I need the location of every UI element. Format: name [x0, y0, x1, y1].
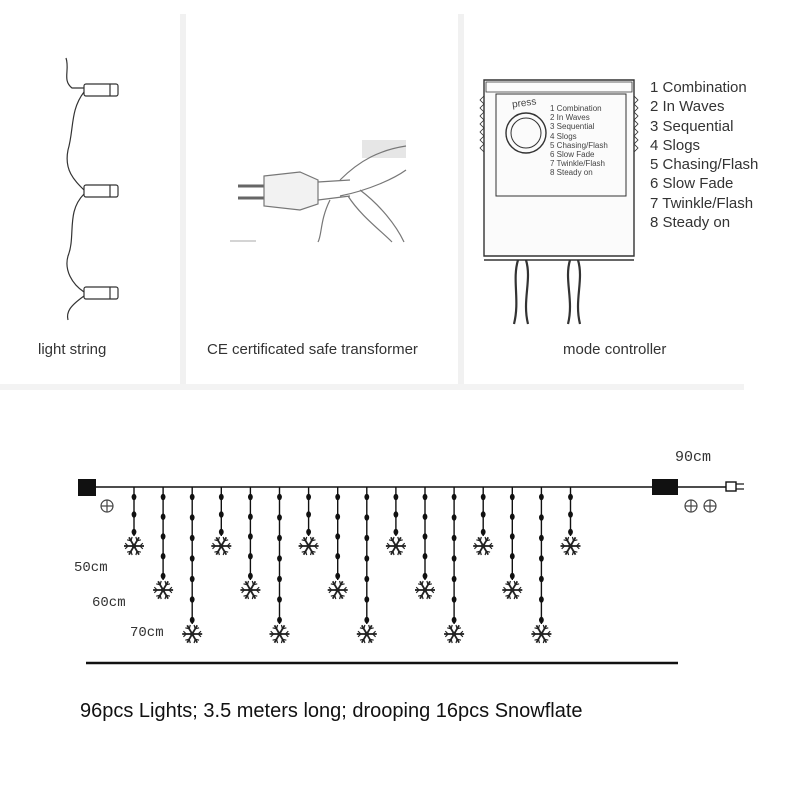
mode-item: 4 Slogs — [650, 136, 701, 154]
snowflake-barb — [252, 581, 253, 585]
mode-item: 5 Chasing/Flash — [550, 140, 608, 150]
snowflake-barb — [277, 639, 278, 643]
bulb — [539, 617, 544, 623]
bulb — [510, 553, 515, 559]
snowflake-barb — [509, 581, 510, 585]
bulb — [423, 533, 428, 539]
mode-item: 5 Chasing/Flash — [650, 156, 759, 174]
plug-connector — [726, 482, 736, 491]
bulb — [161, 514, 166, 520]
bulb — [394, 529, 399, 535]
bulb — [219, 494, 224, 500]
bulb — [248, 533, 253, 539]
snowflake-icon — [306, 544, 310, 548]
bulb — [568, 494, 573, 500]
snowflake-barb — [543, 639, 544, 643]
snowflake-barb — [160, 581, 161, 585]
snowflake-barb — [456, 625, 457, 629]
bulb — [335, 494, 340, 500]
drop-length-label-70: 70cm — [130, 625, 164, 641]
snowflake-icon — [248, 588, 252, 592]
bulb — [423, 553, 428, 559]
bulb — [452, 494, 457, 500]
bulb — [481, 529, 486, 535]
snowflake-barb — [393, 537, 394, 541]
snowflake-icon — [219, 544, 223, 548]
snowflake-barb — [568, 551, 569, 555]
product-summary: 96pcs Lights; 3.5 meters long; drooping 16pcs Snowflate — [80, 700, 583, 722]
bulb — [364, 555, 369, 561]
bulb — [248, 553, 253, 559]
bulb — [277, 596, 282, 602]
snowflake-barb — [538, 625, 539, 629]
press-label: press — [511, 96, 538, 111]
bulb — [568, 529, 573, 535]
controller-caption: mode controller — [563, 341, 667, 358]
mode-item: 4 Slogs — [550, 131, 577, 141]
drop-length-label-60: 60cm — [92, 595, 126, 611]
bulb — [364, 535, 369, 541]
bulb — [248, 573, 253, 579]
bulb — [277, 535, 282, 541]
mode-item: 8 Steady on — [550, 168, 593, 178]
snowflake-icon — [481, 544, 485, 548]
bulb — [364, 596, 369, 602]
bulb — [219, 529, 224, 535]
snowflake-barb — [281, 625, 282, 629]
snowflake-barb — [514, 595, 515, 599]
snowflake-barb — [306, 537, 307, 541]
bulb — [190, 596, 195, 602]
bulb — [452, 535, 457, 541]
snowflake-barb — [422, 595, 423, 599]
bulb — [306, 511, 311, 517]
bulb — [481, 511, 486, 517]
bulb — [364, 576, 369, 582]
mode-item: 6 Slow Fade — [650, 175, 734, 193]
bulb — [248, 494, 253, 500]
snowflake-barb — [340, 595, 341, 599]
bulb — [452, 596, 457, 602]
snowflake-barb — [538, 639, 539, 643]
bulb — [539, 576, 544, 582]
bulb — [481, 494, 486, 500]
snowflake-icon — [423, 588, 427, 592]
snowflake-barb — [136, 551, 137, 555]
snowflake-barb — [223, 551, 224, 555]
snowflake-barb — [398, 551, 399, 555]
mode-item: 1 Combination — [550, 104, 602, 113]
bulb — [132, 529, 137, 535]
mode-item: 7 Twinkle/Flash — [550, 159, 605, 169]
snowflake-barb — [194, 625, 195, 629]
mode-item: 1 Combination — [650, 79, 747, 96]
bulb — [161, 494, 166, 500]
snowflake-icon — [568, 544, 572, 548]
light-string-caption: light string — [38, 341, 107, 358]
snowflake-icon — [539, 632, 543, 636]
snowflake-barb — [485, 537, 486, 541]
bulb — [306, 529, 311, 535]
bulb — [335, 533, 340, 539]
bulb — [568, 511, 573, 517]
snowflake-barb — [252, 595, 253, 599]
bulb — [248, 514, 253, 520]
snowflake-barb — [277, 625, 278, 629]
bulb — [335, 573, 340, 579]
snowflake-icon — [510, 588, 514, 592]
snowflake-barb — [485, 551, 486, 555]
bulb — [539, 514, 544, 520]
drop-length-label-50: 50cm — [74, 560, 108, 576]
controller-box — [652, 479, 678, 495]
bulb — [219, 511, 224, 517]
bulb — [277, 514, 282, 520]
snowflake-barb — [398, 537, 399, 541]
bulb — [277, 617, 282, 623]
snowflake-barb — [335, 581, 336, 585]
snowflake-icon — [161, 588, 165, 592]
bulb — [190, 494, 195, 500]
bulb — [277, 576, 282, 582]
bulb — [132, 494, 137, 500]
mode-item: 8 Steady on — [650, 214, 731, 232]
snowflake-barb — [306, 551, 307, 555]
bulb — [190, 535, 195, 541]
snowflake-barb — [189, 639, 190, 643]
snowflake-icon — [336, 588, 340, 592]
snowflake-icon — [190, 632, 194, 636]
bulb — [190, 555, 195, 561]
bulb — [423, 494, 428, 500]
snowflake-barb — [393, 551, 394, 555]
snowflake-barb — [218, 537, 219, 541]
snowflake-barb — [572, 551, 573, 555]
snowflake-barb — [364, 639, 365, 643]
snowflake-barb — [514, 581, 515, 585]
controller-mode-list — [650, 78, 759, 232]
bulb — [161, 533, 166, 539]
snowflake-icon — [132, 544, 136, 548]
end-cap — [78, 479, 96, 496]
bulb — [539, 555, 544, 561]
snowflake-barb — [451, 625, 452, 629]
bulb — [452, 555, 457, 561]
bulb — [423, 573, 428, 579]
bulb — [132, 511, 137, 517]
snowflake-barb — [194, 639, 195, 643]
transformer-caption: CE certificated safe transformer — [207, 341, 418, 358]
bulb — [452, 514, 457, 520]
controller-mode-list-small — [550, 104, 608, 178]
snowflake-barb — [543, 625, 544, 629]
icicle-diagram — [78, 479, 744, 663]
snowflake-icon — [394, 544, 398, 548]
mode-item: 6 Slow Fade — [550, 150, 595, 160]
snowflake-barb — [247, 581, 248, 585]
bulb — [510, 514, 515, 520]
bulb — [364, 514, 369, 520]
bulb — [161, 553, 166, 559]
bulb — [452, 576, 457, 582]
snowflake-barb — [427, 581, 428, 585]
bulb — [190, 617, 195, 623]
snowflake-icon — [277, 632, 281, 636]
snowflake-barb — [480, 551, 481, 555]
snowflake-barb — [165, 581, 166, 585]
bulb — [539, 494, 544, 500]
snowflake-barb — [335, 595, 336, 599]
snowflake-barb — [311, 537, 312, 541]
snowflake-barb — [223, 537, 224, 541]
snowflake-icon — [452, 632, 456, 636]
snowflake-barb — [311, 551, 312, 555]
mode-item: 7 Twinkle/Flash — [650, 194, 754, 212]
bulb — [423, 514, 428, 520]
bulb — [364, 494, 369, 500]
snowflake-barb — [422, 581, 423, 585]
snowflake-barb — [451, 639, 452, 643]
bulb — [277, 494, 282, 500]
snowflake-barb — [165, 595, 166, 599]
snowflake-barb — [189, 625, 190, 629]
snowflake-barb — [572, 537, 573, 541]
mode-item: 3 Sequential — [650, 117, 734, 135]
mode-item: 2 In Waves — [550, 113, 590, 123]
bulb — [161, 573, 166, 579]
bulb — [510, 533, 515, 539]
snowflake-barb — [218, 551, 219, 555]
bulb — [335, 553, 340, 559]
mode-item: 2 In Waves — [650, 98, 725, 116]
bulb — [335, 514, 340, 520]
snowflake-barb — [136, 537, 137, 541]
bulb — [452, 617, 457, 623]
mode-item: 3 Sequential — [550, 122, 595, 132]
snowflake-barb — [369, 639, 370, 643]
lead-length-label: 90cm — [675, 449, 712, 466]
snowflake-icon — [365, 632, 369, 636]
bulb — [190, 514, 195, 520]
snowflake-barb — [456, 639, 457, 643]
bulb — [190, 576, 195, 582]
plug-illustration — [230, 140, 406, 242]
bulb — [510, 494, 515, 500]
snowflake-barb — [509, 595, 510, 599]
bulb — [364, 617, 369, 623]
snowflake-barb — [247, 595, 248, 599]
snowflake-barb — [369, 625, 370, 629]
bulb — [394, 511, 399, 517]
snowflake-barb — [131, 537, 132, 541]
light-string-illustration — [66, 58, 118, 320]
bulb — [539, 535, 544, 541]
bulb — [277, 555, 282, 561]
snowflake-barb — [364, 625, 365, 629]
snowflake-barb — [131, 551, 132, 555]
snowflake-barb — [427, 595, 428, 599]
snowflake-barb — [160, 595, 161, 599]
snowflake-barb — [281, 639, 282, 643]
bulb — [306, 494, 311, 500]
bulb — [510, 573, 515, 579]
bulb — [394, 494, 399, 500]
snowflake-barb — [340, 581, 341, 585]
snowflake-barb — [568, 537, 569, 541]
bulb — [539, 596, 544, 602]
snowflake-barb — [480, 537, 481, 541]
